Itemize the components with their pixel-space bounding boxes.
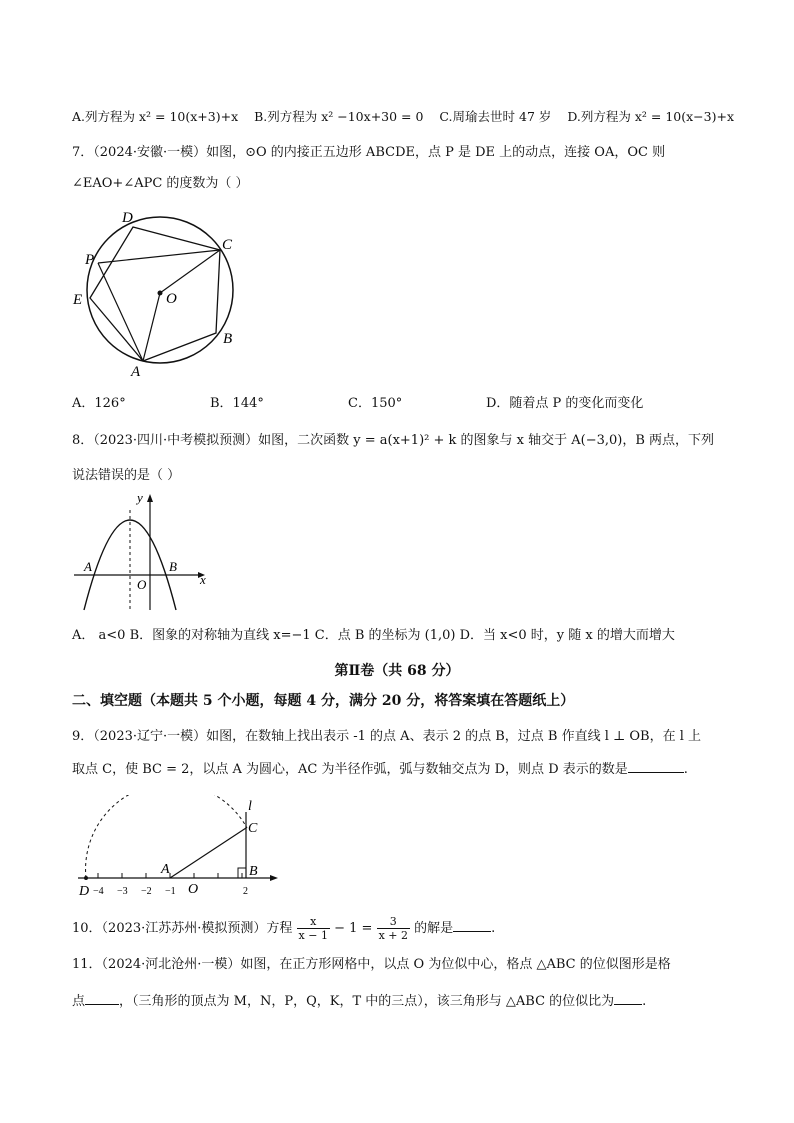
q7-option-a: A．126° xyxy=(72,396,126,411)
q7-label-o: O xyxy=(166,291,177,307)
q9-tick-minus2: −2 xyxy=(141,886,152,897)
q10-end: . xyxy=(491,921,496,936)
q9-line2-end: . xyxy=(683,762,688,777)
q7-center-dot xyxy=(158,291,163,296)
q6-option-d: D.列方程为 x² = 10(x−3)+x xyxy=(567,109,735,124)
q9-ticks xyxy=(98,873,242,878)
q9-tick-minus1: −1 xyxy=(165,886,176,897)
q7-figure xyxy=(68,205,248,385)
q6-options xyxy=(72,108,734,126)
q10-fraction-2 xyxy=(377,915,410,942)
q9-answer-blank[interactable] xyxy=(628,760,684,773)
q10-frac2-denominator: x + 2 xyxy=(378,929,408,942)
q6-option-b: B.列方程为 x² −10x+30 = 0 xyxy=(254,109,424,124)
q7-circle xyxy=(87,217,233,363)
q7-pentagon xyxy=(90,227,220,361)
q10-frac2-numerator: 3 xyxy=(377,915,410,929)
part2-title: 第Ⅱ卷（共 68 分） xyxy=(334,663,460,679)
q8-line2: 说法错误的是（ ） xyxy=(72,468,181,483)
q9-tick-minus3: −3 xyxy=(117,886,128,897)
q8-label-y: y xyxy=(137,490,143,505)
q10-prefix: 10．（2023·江苏苏州·模拟预测）方程 xyxy=(72,921,293,936)
q6-option-a: A.列方程为 x² = 10(x+3)+x xyxy=(72,109,239,124)
q7-label-c: C xyxy=(222,237,233,253)
q9-label-d: D xyxy=(79,884,90,899)
q9-line2-text: 取点 C，使 BC = 2，以点 A 为圆心，AC 为半径作弧，弧与数轴交点为 D，则点 D 表示的数是 xyxy=(72,762,628,777)
q7-option-b: B．144° xyxy=(210,396,264,411)
q8-label-b: B xyxy=(169,559,177,574)
q11-answer-blank-2[interactable] xyxy=(614,992,642,1005)
q9-line2 xyxy=(72,760,688,779)
q7-line1: 7．（2024·安徽·一模）如图，⊙O 的内接正五边形 ABCDE，点 P 是 DE 上的动点，连接 OA，OC 则 xyxy=(72,145,666,160)
q9-point-d xyxy=(84,876,88,880)
q9-line1: 9．（2023·辽宁·一模）如图，在数轴上找出表示 -1 的点 A、表示 2 的点 B，过点 B 作直线 l ⊥ OB，在 l 上 xyxy=(72,729,702,744)
q11-line2a: 点 xyxy=(72,994,86,1009)
q11-line2b: ，（三角形的顶点为 M，N，P，Q，K，T 中的三点），该三角形与 △ABC 的位似比为 xyxy=(119,994,615,1009)
q7-label-a: A xyxy=(131,364,141,380)
q7-segment-pa xyxy=(98,263,143,361)
q11-answer-blank-1[interactable] xyxy=(85,992,119,1005)
q9-label-o: O xyxy=(188,882,199,897)
q6-option-c: C.周瑜去世时 47 岁 xyxy=(439,109,552,124)
q10-line xyxy=(72,912,495,946)
q8-label-a: A xyxy=(84,559,92,574)
q7-line2: ∠EAO+∠APC 的度数为（ ） xyxy=(72,176,249,191)
q10-fraction-1 xyxy=(297,915,330,942)
q8-label-o: O xyxy=(137,577,147,592)
q9-label-c: C xyxy=(248,821,258,836)
q7-label-b: B xyxy=(223,331,233,347)
q9-label-b: B xyxy=(249,864,258,879)
q7-option-d: D．随着点 P 的变化而变化 xyxy=(486,396,644,411)
q7-segment-pc xyxy=(98,250,220,263)
q9-tick-minus4: −4 xyxy=(93,886,104,897)
q9-segment-ac xyxy=(170,828,246,878)
q7-label-d: D xyxy=(122,210,133,226)
q7-label-e: E xyxy=(73,292,83,308)
q7-label-p: P xyxy=(85,252,95,268)
q11-line1: 11．（2024·河北沧州·一模）如图，在正方形网格中，以点 O 为位似中心，格点 △ABC 的位似图形是格 xyxy=(72,957,671,972)
q8-y-arrow xyxy=(147,494,153,502)
q7-option-c: C．150° xyxy=(348,396,403,411)
q8-label-x: x xyxy=(200,572,206,587)
q8-options: A． a<0 B．图象的对称轴为直线 x=−1 C．点 B 的坐标为 (1,0) D．当 x<0 时，y 随 x 的增大而增大 xyxy=(72,628,675,643)
q11-line2-end: . xyxy=(642,994,647,1009)
q10-frac1-numerator: x xyxy=(297,915,330,929)
q10-answer-blank[interactable] xyxy=(453,919,491,932)
q7-segment-oa xyxy=(143,293,160,361)
q9-number-line-arrow xyxy=(270,875,278,881)
q9-label-a: A xyxy=(161,862,170,877)
q8-figure xyxy=(70,490,220,615)
q10-frac1-denominator: x − 1 xyxy=(298,929,328,942)
q7-segment-oc xyxy=(160,250,220,293)
q8-line1: 8．（2023·四川·中考模拟预测）如图，二次函数 y = a(x+1)² + k 的图象与 x 轴交于 A(−3,0)，B 两点，下列 xyxy=(72,433,715,448)
q10-suffix: 的解是 xyxy=(414,921,454,936)
q10-middle: − 1 = xyxy=(334,921,373,936)
section2-title: 二、填空题（本题共 5 个小题，每题 4 分，满分 20 分，将答案填在答题纸上） xyxy=(72,693,575,709)
q9-figure xyxy=(72,795,287,900)
q9-label-l: l xyxy=(248,799,252,814)
q11-line2 xyxy=(72,992,646,1011)
q9-tick-2: 2 xyxy=(243,886,248,897)
